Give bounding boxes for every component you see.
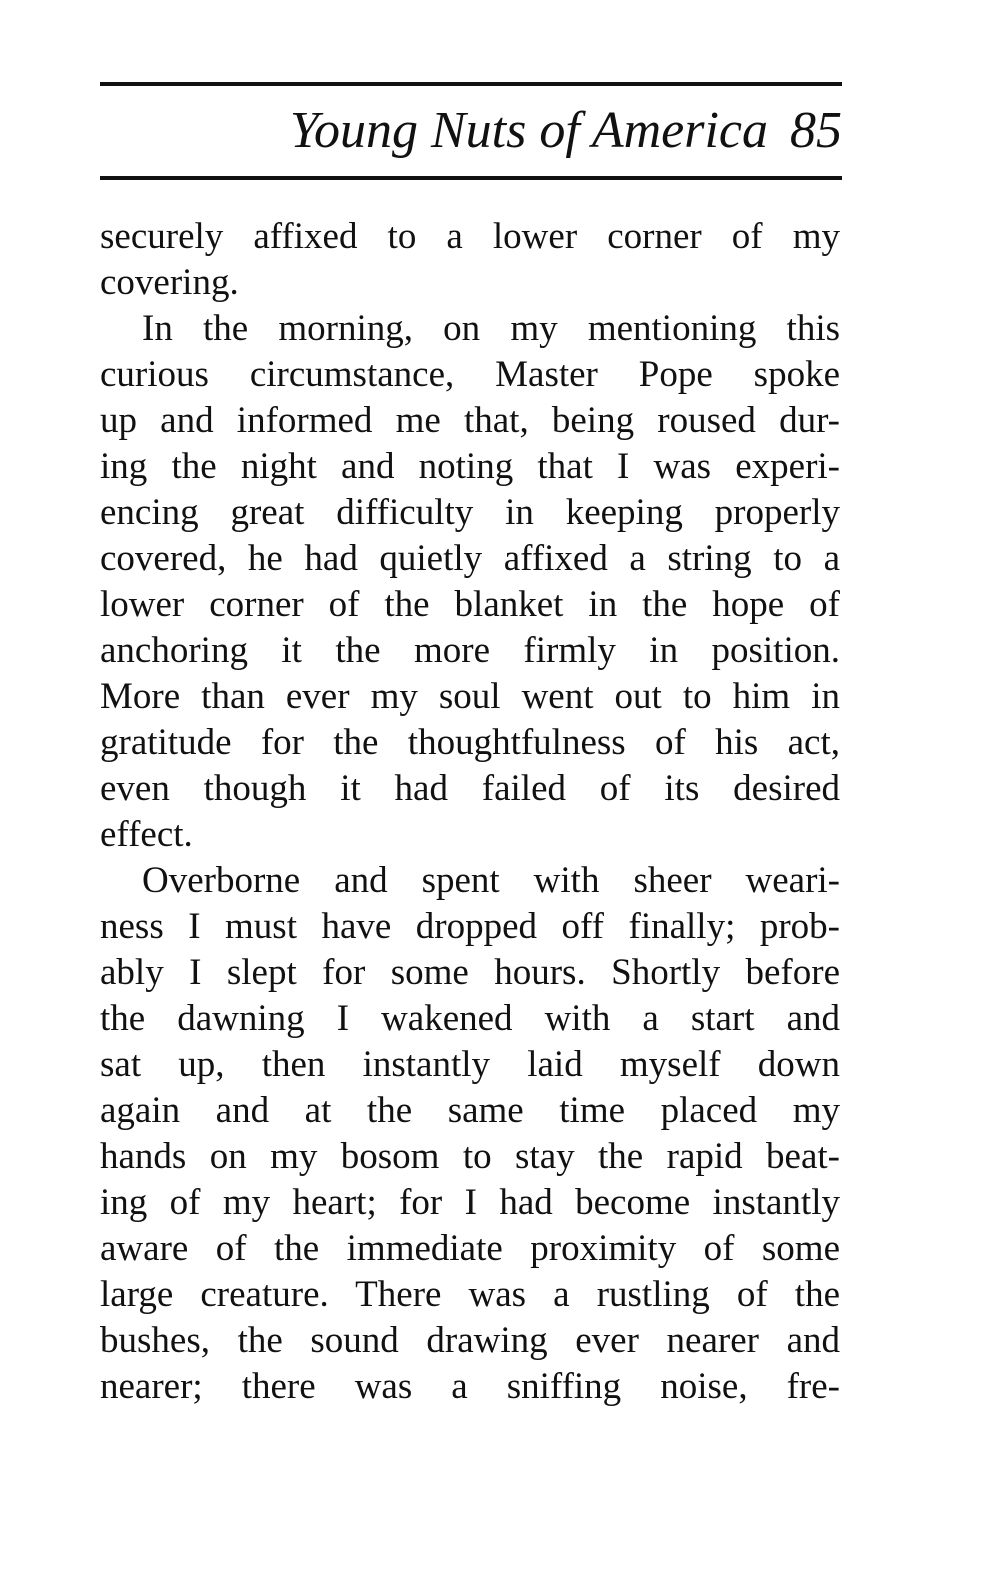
header-rule-top <box>100 82 842 86</box>
text-line: sat up, then instantly laid myself down <box>100 1044 840 1085</box>
text-line: up and informed me that, being roused dur- <box>100 400 840 441</box>
text-line: anchoring it the more firmly in position. <box>100 630 840 671</box>
text-line: securely affixed to a lower corner of my <box>100 216 840 257</box>
text-line: even though it had failed of its desired <box>100 768 840 809</box>
text-line: In the morning, on my mentioning this <box>142 308 840 349</box>
text-line: effect. <box>100 814 193 855</box>
text-line: encing great difficulty in keeping properly <box>100 492 840 533</box>
text-line: ing the night and noting that I was experi- <box>100 446 840 487</box>
text-line: the dawning I wakened with a start and <box>100 998 840 1039</box>
text-line: curious circumstance, Master Pope spoke <box>100 354 840 395</box>
text-line: covered, he had quietly affixed a string to a <box>100 538 840 579</box>
text-line: Overborne and spent with sheer weari- <box>142 860 840 901</box>
text-line: hands on my bosom to stay the rapid beat- <box>100 1136 840 1177</box>
text-line: ness I must have dropped off finally; prob- <box>100 906 840 947</box>
body-text <box>100 214 840 1410</box>
text-line: gratitude for the thoughtfulness of his act, <box>100 722 840 763</box>
running-head-title: Young Nuts of America <box>289 102 768 159</box>
text-line: lower corner of the blanket in the hope of <box>100 584 840 625</box>
text-line: aware of the immediate proximity of some <box>100 1228 840 1269</box>
text-line: covering. <box>100 262 239 303</box>
running-head <box>100 96 842 166</box>
page-number: 85 <box>790 102 842 159</box>
text-line: large creature. There was a rustling of the <box>100 1274 840 1315</box>
text-line: again and at the same time placed my <box>100 1090 840 1131</box>
text-line: ably I slept for some hours. Shortly before <box>100 952 840 993</box>
text-line: More than ever my soul went out to him in <box>100 676 840 717</box>
text-line: nearer; there was a sniffing noise, fre- <box>100 1366 840 1407</box>
text-line: ing of my heart; for I had become instantly <box>100 1182 840 1223</box>
text-line: bushes, the sound drawing ever nearer and <box>100 1320 840 1361</box>
header-rule-bottom <box>100 176 842 180</box>
